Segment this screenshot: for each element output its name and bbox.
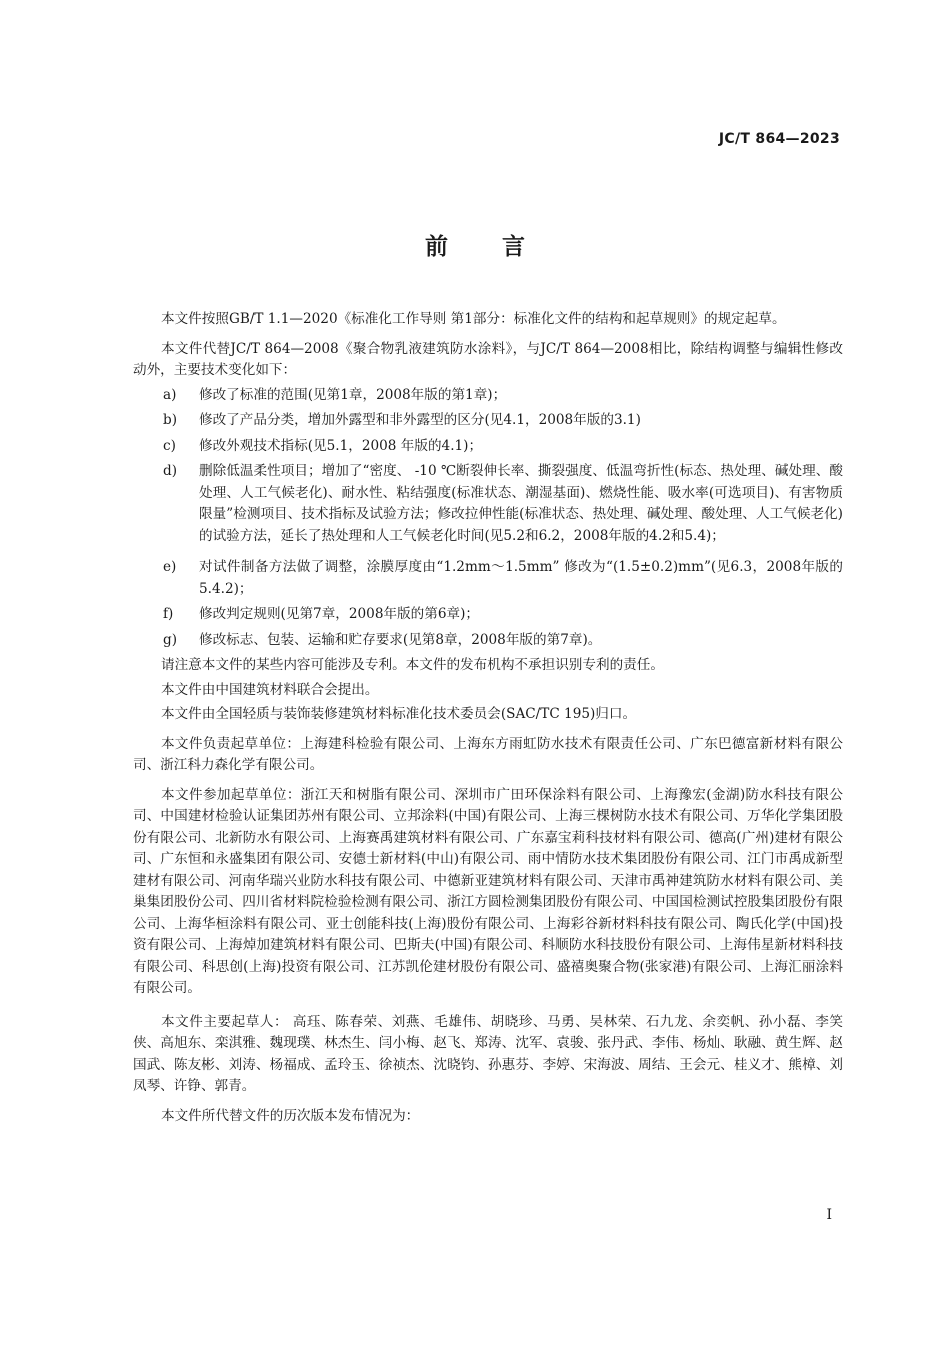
- page-title: 前言: [425, 234, 579, 260]
- paragraph-patent-notice: 请注意本文件的某些内容可能涉及专利。本文件的发布机构不承担识别专利的责任。: [161, 657, 664, 673]
- list-item-text: 删除低温柔性项目；增加了“密度、 -10 ℃断裂伸长率、撕裂强度、低温弯折性(标态、热处理、碱处理、酸处理、人工气候老化)、耐水性、粘结强度(标准状态、潮湿基面)、燃烧性能、吸水率(可选项目)、有害物质限量”检测项目、技术指标及试验方法；修改拉伸性能(标准状态、热处理、碱处理、酸处理、人工气候老化)的试验方法，延长了热处理和人工气候老化时间(见5.2和6.2，2008年版的4.2和5.4)；: [199, 463, 843, 544]
- list-item-text: 修改了产品分类，增加外露型和非外露型的区分(见4.1，2008年版的3.1): [199, 412, 641, 428]
- paragraph-replacement: 本文件代替JC/T 864—2008《聚合物乳液建筑防水涂料》，与JC/T 864—2008相比，除结构调整与编辑性修改动外，主要技术变化如下：: [133, 340, 843, 378]
- list-item: [133, 410, 843, 432]
- list-item-text: 修改外观技术指标(见5.1，2008 年版的4.1)；: [199, 437, 483, 454]
- paragraph-participating-units: 本文件参加起草单位：浙江天和树脂有限公司、深圳市广田环保涂料有限公司、上海豫宏(金湖)防水科技有限公司、中国建材检验认证集团苏州有限公司、立邦涂料(中国)有限公司、上海三棵树防水技术有限公司、万华化学集团股份有限公司、北新防水有限公司、上海赛禹建筑材料有限公司、广东嘉宝莉科技材料有限公司、德高(广州)建材有限公司、广东恒和永盛集团有限公司、安德士新材料(中山)有限公司、雨中情防水技术集团股份有限公司、江门市禹成新型建材有限公司、河南华瑞兴业防水科技有限公司、中德新亚建筑材料有限公司、天津市禹神建筑防水材料有限公司、美巢集团股份公司、四川省材料院检验检测有限公司、浙江方圆检测集团股份有限公司、中国国检测试控股集团股份有限公司、上海华桓涂料有限公司、亚士创能科技(上海)股份有限公司、上海彩谷新材料科技有限公司、陶氏化学(中国)投资有限公司、上海焯加建筑材料有限公司、巴斯夫(中国)有限公司、科顺防水科技股份有限公司、上海伟星新材料科技有限公司、科思创(上海)投资有限公司、江苏凯伦建材股份有限公司、盛禧奥聚合物(张家港)有限公司、上海汇丽涂料有限公司。: [133, 786, 843, 996]
- standard-number: JC/T 864—2023: [718, 131, 840, 147]
- list-item: [133, 461, 843, 547]
- list-item-text: 修改了标准的范围(见第1章，2008年版的第1章)；: [199, 386, 507, 403]
- page-number: I: [826, 1207, 832, 1223]
- list-item-text: 对试件制备方法做了调整，涂膜厚度由“1.2mm～1.5mm” 修改为“(1.5±0.2)mm”(见6.3，2008年版的5.4.2)；: [199, 559, 843, 597]
- list-item: [133, 436, 843, 458]
- list-item: [133, 630, 843, 652]
- paragraph-drafting-units: 本文件负责起草单位：上海建科检验有限公司、上海东方雨虹防水技术有限责任公司、广东巴德富新材料有限公司、浙江科力森化学有限公司。: [133, 735, 843, 773]
- list-item: [133, 557, 843, 600]
- list-item-marker: e): [163, 559, 177, 575]
- list-item-marker: g): [163, 631, 178, 648]
- foreword-body: [133, 309, 843, 1135]
- list-item-marker: f): [163, 606, 174, 622]
- list-item-text: 修改判定规则(见第7章，2008年版的第6章)；: [199, 606, 479, 622]
- paragraph-basis: 本文件按照GB/T 1.1—2020《标准化工作导则 第1部分：标准化文件的结构和起草规则》的规定起草。: [161, 311, 786, 327]
- list-item: [133, 604, 843, 626]
- paragraph-drafters: 本文件主要起草人： 高珏、陈春荣、刘燕、毛雄伟、胡晓珍、马勇、吴林荣、石九龙、余奕帆、孙小磊、李笑侠、高旭东、栾淇雅、魏现璞、林杰生、闫小梅、赵飞、郑涛、沈军、袁骏、张丹武、李伟、杨灿、耿融、黄生辉、赵国武、陈友彬、刘涛、杨福成、孟玲玉、徐祯杰、沈晓钧、孙惠芬、李婷、宋海波、周结、王会元、桂义才、熊樟、刘凤琴、许铮、郭青。: [133, 1013, 843, 1094]
- list-item: [133, 385, 843, 407]
- list-item-marker: d): [163, 463, 178, 479]
- paragraph-proposer: 本文件由中国建筑材料联合会提出。: [161, 681, 379, 698]
- list-item-marker: a): [163, 386, 177, 403]
- paragraph-history: 本文件所代替文件的历次版本发布情况为：: [161, 1107, 420, 1124]
- paragraph-centralized: 本文件由全国轻质与装饰装修建筑材料标准化技术委员会(SAC/TC 195)归口。: [161, 706, 637, 722]
- list-item-marker: c): [163, 437, 176, 454]
- changes-list: [133, 385, 843, 652]
- list-item-marker: b): [163, 412, 178, 428]
- list-item-text: 修改标志、包装、运输和贮存要求(见第8章，2008年版的第7章)。: [199, 631, 602, 648]
